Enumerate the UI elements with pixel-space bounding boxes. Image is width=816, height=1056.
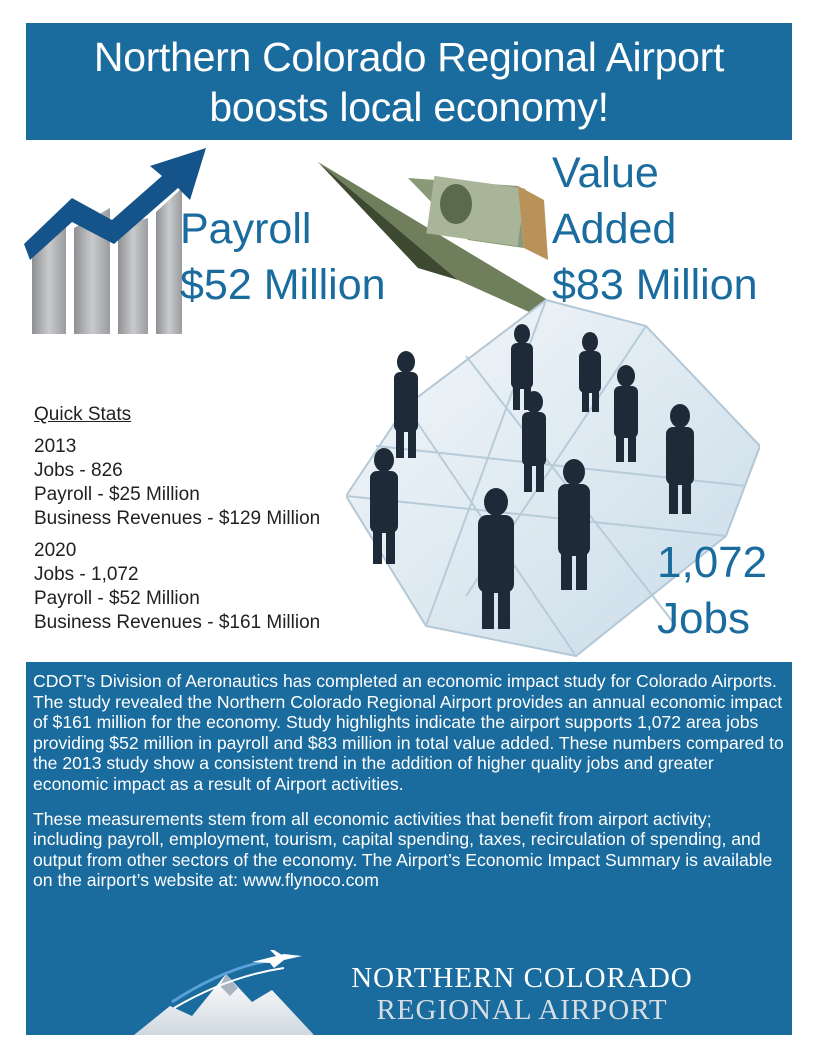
airport-logo-text (312, 962, 732, 1026)
value-added-label-2: Added (552, 205, 677, 253)
payroll-2020: Payroll - $52 Million (34, 588, 200, 609)
jobs-stat (657, 535, 767, 647)
quick-stats-title: Quick Stats (34, 404, 132, 425)
payroll-2013: Payroll - $25 Million (34, 484, 200, 505)
airport-logo-mountain-icon (134, 950, 314, 1035)
stats-2013 (34, 435, 364, 531)
year-2013: 2013 (34, 436, 77, 457)
jobs-label: Jobs (657, 594, 750, 643)
revenue-2020: Business Revenues - $161 Million (34, 612, 321, 633)
quick-stats (34, 403, 364, 643)
value-added-amount: $83 Million (552, 261, 758, 309)
value-added-stat (552, 145, 758, 313)
summary-paragraph-1: CDOT’s Division of Aeronautics has completed an economic impact study for Colorado Airports. The study revealed the Northern Colorado Regional Airport provides an annual economic impact of $161 million for the economy. Study highlights indicate the airport supports 1,072 area jobs providing $52 million in payroll and $83 million in total value added. These numbers compared to the 2013 study show a consistent trend in the addition of higher quality jobs and greater economic impact as a result of Airport activities. (33, 671, 784, 794)
value-added-label-1: Value (552, 149, 659, 197)
logo-line-2: REGIONAL AIRPORT (376, 994, 668, 1026)
jobs-count: 1,072 (657, 538, 768, 587)
year-2020: 2020 (34, 540, 77, 561)
header-banner (26, 23, 792, 140)
payroll-amount: $52 Million (180, 261, 386, 309)
stats-2020 (34, 539, 364, 635)
headline-line-1: Northern Colorado Regional Airport (93, 33, 725, 80)
summary-text (33, 671, 785, 905)
jobs-2020: Jobs - 1,072 (34, 564, 139, 585)
logo-line-1: NORTHERN COLORADO (351, 962, 693, 994)
jobs-2013: Jobs - 826 (34, 460, 123, 481)
revenue-2013: Business Revenues - $129 Million (34, 508, 321, 529)
headline-line-2: boosts local economy! (209, 83, 609, 130)
summary-paragraph-2: These measurements stem from all economic activities that benefit from airport activity; including payroll, employment, tourism, capital spending, taxes, recirculation of spending, and output from other sectors of the economy. The Airport’s Economic Impact Summary is available on the airport’s website at: www.flynoco.com (33, 808, 773, 891)
payroll-label: Payroll (180, 205, 312, 253)
payroll-stat (180, 201, 386, 313)
